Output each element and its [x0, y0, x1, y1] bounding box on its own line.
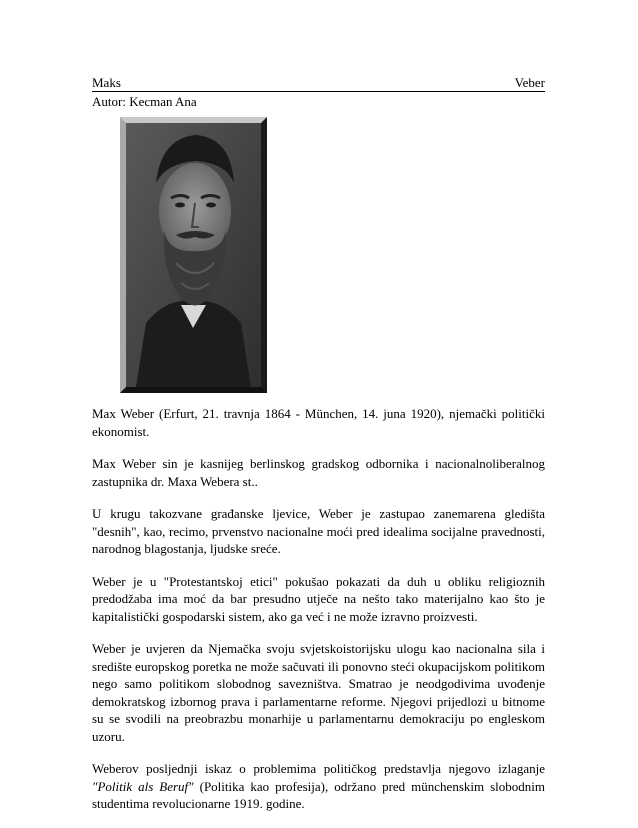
title-right: Veber: [514, 75, 545, 90]
paragraph-3: U krugu takozvane građanske ljevice, Weber je zastupao zanemarena gledišta "desnih", kao, recimo, prvenstvo nacionalne moći pred idealima socijalne pravednosti, narodnog blagostanja, ljudske sreće.: [92, 506, 545, 556]
paragraph-5: Weber je uvjeren da Njemačka svoju svjetskoistorijsku ulogu kao nacionalna sila i središte europskog poretka ne može sačuvati ili ponovno steći okupacijskom politikom nego samo politikom slobodnog savezništva. Smatrao je neodgodivima uvođenje demokratskog izbornog prava i parlamentarne reforme. Njegovi prijedlozi u bitnome su se svodili na preobrazbu monarhije u parlamentarnu demokraciju po engleskom uzoru.: [92, 641, 545, 744]
paragraph-6-start: Weberov posljednji iskaz o problemima političkog predstavlja njegovo izlaganje: [92, 761, 545, 776]
article-body: [92, 405, 545, 828]
author-line: Autor: Kecman Ana: [92, 94, 197, 109]
portrait-photo: [120, 117, 267, 393]
paragraph-2: Max Weber sin je kasnijeg berlinskog gradskog odbornika i nacionalnoliberalnog zastupnika dr. Maxa Webera st..: [92, 456, 545, 489]
paragraph-6: [92, 760, 545, 813]
paragraph-1: Max Weber (Erfurt, 21. travnja 1864 - München, 14. juna 1920), njemački politički ekonomist.: [92, 406, 545, 439]
paragraph-6-end: (Politika kao profesija), održano pred münchenskim slobodnim studentima revolucionarne 1919. godine.: [92, 778, 545, 811]
paragraph-4: Weber je u "Protestantskoj etici" pokušao pokazati da duh u obliku religioznih predodžaba ima moć da bar presudno utječe na nešto tako materijalno kao što je kapitalistički gospodarski sistem, ako ga već i ne može izravno proizvesti.: [92, 573, 545, 624]
portrait-image: [126, 123, 261, 387]
paragraph-6-italic-title: "Politik als Beruf": [92, 778, 194, 794]
title-left: Maks: [92, 75, 121, 90]
title-line: [92, 74, 545, 92]
